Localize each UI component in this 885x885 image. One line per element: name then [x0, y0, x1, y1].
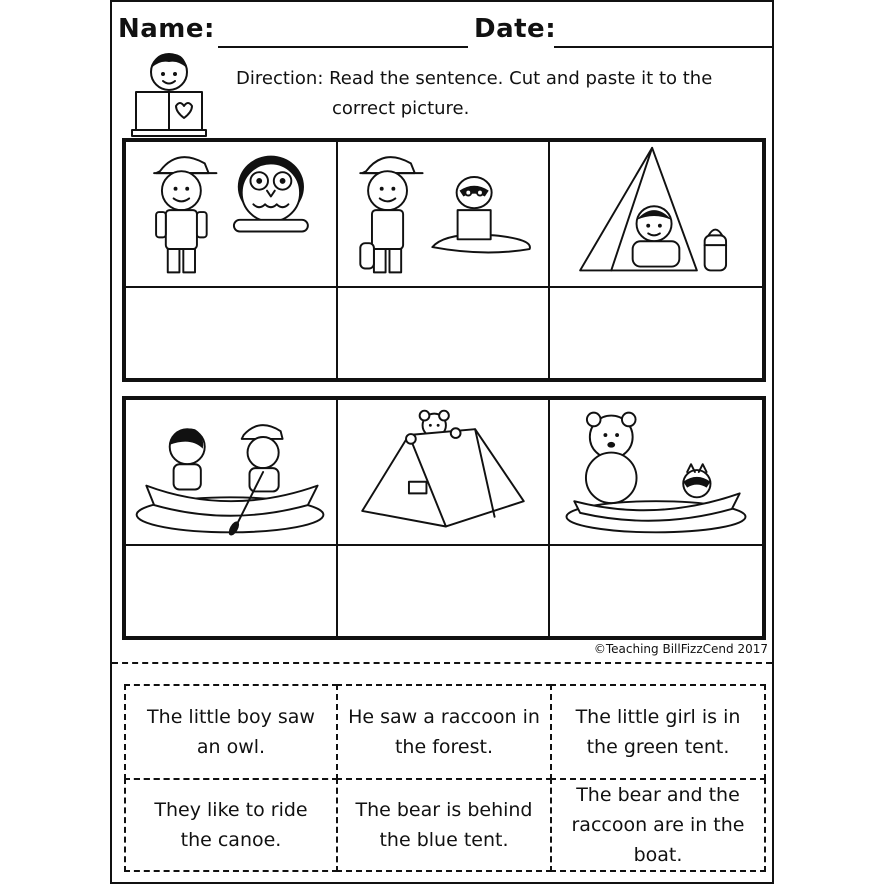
picture-grid-top: [122, 138, 766, 382]
sentence-card-1[interactable]: [124, 684, 338, 780]
picture-cell-3: [548, 140, 764, 288]
direction-text: [236, 64, 756, 124]
picture-cell-4: [124, 398, 338, 546]
paste-box-2[interactable]: [336, 286, 550, 380]
paste-box-4[interactable]: [124, 544, 338, 638]
direction-line-2: correct picture.: [332, 98, 470, 119]
reading-kid-icon: [128, 46, 210, 138]
picture-grid-bottom: [122, 396, 766, 640]
boy-and-owl-icon: [126, 142, 336, 286]
sentence-card-5[interactable]: [336, 778, 552, 872]
sentence-text: The bear and the raccoon are in the boat.: [571, 784, 745, 866]
sentence-text: They like to ride the canoe.: [154, 799, 308, 851]
sentence-cards: [124, 684, 766, 872]
paste-box-1[interactable]: [124, 286, 338, 380]
date-label: Date:: [474, 14, 557, 44]
picture-cell-5: [336, 398, 550, 546]
picture-cell-6: [548, 398, 764, 546]
worksheet-page: [110, 0, 774, 884]
picture-cell-1: [124, 140, 338, 288]
girl-in-tent-icon: [550, 142, 762, 286]
date-line[interactable]: [554, 46, 772, 48]
paste-box-6[interactable]: [548, 544, 764, 638]
cut-line: [112, 662, 772, 664]
bear-behind-tent-icon: [338, 400, 548, 544]
sentence-text: He saw a raccoon in the forest.: [348, 706, 540, 758]
paste-box-5[interactable]: [336, 544, 550, 638]
paste-box-3[interactable]: [548, 286, 764, 380]
bear-and-raccoon-in-boat-icon: [550, 400, 762, 544]
copyright-text: ©Teaching BillFizzCend 2017: [593, 642, 768, 656]
name-label: Name:: [118, 14, 215, 44]
kids-in-canoe-icon: [126, 400, 336, 544]
sentence-text: The little girl is in the green tent.: [575, 706, 741, 758]
direction-line-1: Direction: Read the sentence. Cut and paste it to the: [236, 68, 713, 89]
sentence-card-6[interactable]: [550, 778, 766, 872]
sentence-card-4[interactable]: [124, 778, 338, 872]
sentence-card-2[interactable]: [336, 684, 552, 780]
boy-with-lantern-and-raccoon-icon: [338, 142, 548, 286]
name-line[interactable]: [218, 46, 468, 48]
sentence-text: The bear is behind the blue tent.: [355, 799, 533, 851]
sentence-text: The little boy saw an owl.: [147, 706, 315, 758]
sentence-card-3[interactable]: [550, 684, 766, 780]
picture-cell-2: [336, 140, 550, 288]
